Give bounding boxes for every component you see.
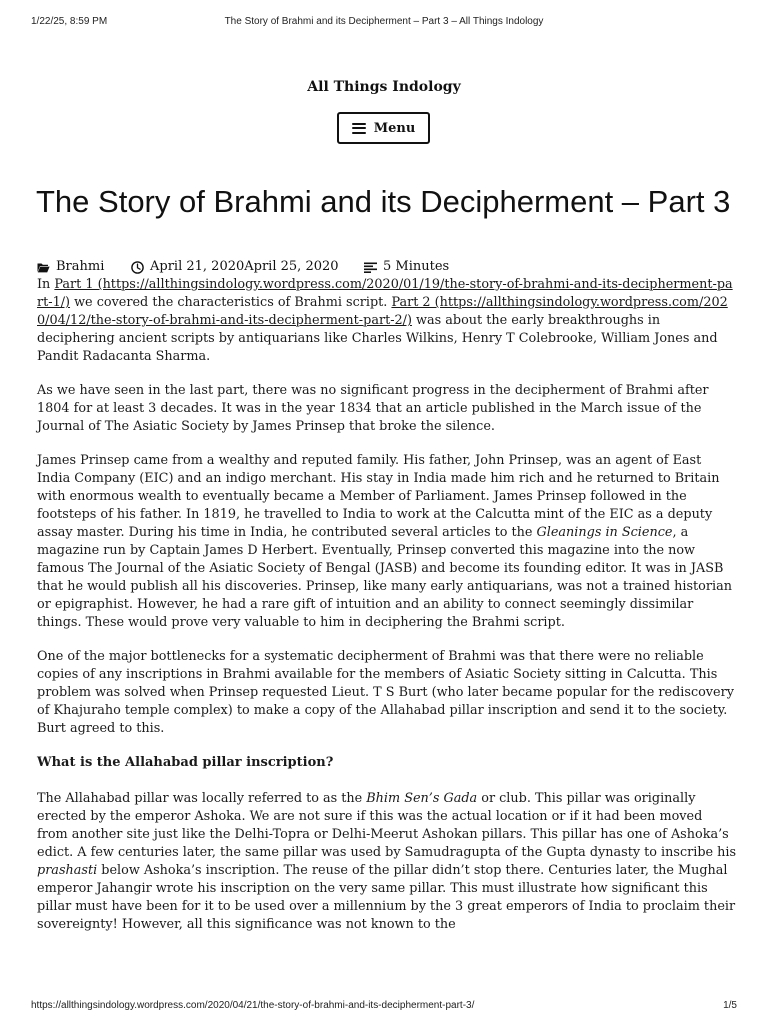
text-span: In (37, 277, 55, 292)
text-span: was about the early breakthroughs in deciphering ancient scripts by antiquarians like Charles Wilkins, Henry T Colebrooke, William Jones and Pandit Radacanta Sharma. (37, 313, 718, 364)
section-heading: What is the Allahabad pillar inscription? (37, 755, 334, 770)
text-span: or club. This pillar was originally erected by the emperor Ashoka. We are not sure if this was the actual location or if it had been moved from another site just like the Delhi-Topra or Delhi-Meerut Ashokan pillars. This pillar has one of Ashoka’s edict. A few centuries later, the same pillar was used by Samudragupta of the Gupta dynasty to inscribe his (37, 791, 737, 860)
part-2-link[interactable]: Part 2 (https://allthingsindology.wordpress.com/2020/04/12/the-story-of-brahmi-and-its-decipherment-part-2/) (37, 295, 728, 328)
menu-button[interactable] (337, 112, 430, 144)
clock-icon (131, 261, 144, 274)
text-span: below Ashoka’s inscription. The reuse of the pillar didn’t stop there. Centuries later, the Mughal emperor Jahangir wrote his inscription on the very same pillar. This must illustrate how significant this pillar must have been for it to be used over a millennium by the 3 great emperors of India to proclaim their sovereignty! However, all this significance was not known to the (37, 863, 736, 932)
dates-label: April 21, 2020April 25, 2020 (150, 259, 339, 274)
site-title[interactable]: All Things Indology (307, 79, 461, 95)
paragraph-allahabad-pillar (37, 790, 737, 934)
paragraph-prinsep (37, 452, 737, 632)
print-datetime: 1/22/25, 8:59 PM (31, 16, 108, 27)
paragraph-progress: As we have seen in the last part, there was no significant progress in the decipherment of Brahmi after 1804 for at least 3 decades. It was in the year 1834 that an article published in the March issue of the Journal of The Asiatic Society by James Prinsep that broke the silence. (37, 383, 709, 434)
hamburger-icon (352, 123, 366, 134)
post-category[interactable] (37, 258, 104, 276)
page-number: 1/5 (723, 1000, 737, 1011)
text-span: , a magazine run by Captain James D Herbert. Eventually, Prinsep converted this magazine into the now famous The Journal of the Asiatic Society of Bengal (JASB) and become its founding editor. It was in JASB that he would publish all his discoveries. Prinsep, like many early antiquarians, was not a trained historian or epigraphist. However, he had a rare gift of intuition and an ability to connect seemingly dissimilar things. These would prove very valuable to him in deciphering the Brahmi script. (37, 525, 732, 630)
print-header (31, 16, 737, 30)
menu-label: Menu (373, 120, 416, 136)
post-content (37, 276, 737, 950)
post-reading-time (364, 258, 449, 276)
print-url: https://allthingsindology.wordpress.com/2020/04/21/the-story-of-brahmi-and-its-decipherment-part-3/ (31, 1000, 475, 1011)
post-dates[interactable] (131, 258, 339, 276)
print-footer (31, 1000, 737, 1014)
emphasis-text: prashasti (37, 863, 98, 878)
reading-time-icon (364, 262, 377, 273)
emphasis-text: Gleanings in Science (536, 525, 673, 540)
paragraph-bottlenecks: One of the major bottlenecks for a systematic decipherment of Brahmi was that there were no reliable copies of any inscriptions in Brahmi available for the members of Asiatic Society sitting in Calcutta. This problem was solved when Prinsep requested Lieut. T S Burt (who later became popular for the rediscovery of Khajuraho temple complex) to make a copy of the Allahabad pillar inscription and send it to the society. Burt agreed to this. (37, 649, 734, 736)
part-1-link[interactable]: Part 1 (https://allthingsindology.wordpress.com/2020/01/19/the-story-of-brahmi-and-its-decipherment-part-1/) (37, 277, 733, 310)
print-page-title: The Story of Brahmi and its Decipherment – Part 3 – All Things Indology (224, 16, 544, 27)
reading-time-label: 5 Minutes (383, 259, 450, 274)
emphasis-text: Bhim Sen’s Gada (366, 791, 478, 806)
paragraph-intro (37, 276, 737, 366)
post-title: The Story of Brahmi and its Decipherment – Part 3 (36, 184, 731, 219)
post-meta (37, 258, 738, 276)
text-span: The Allahabad pillar was locally referred to as the (37, 791, 367, 806)
text-span: James Prinsep came from a wealthy and reputed family. His father, John Prinsep, was an agent of East India Company (EIC) and an indigo merchant. His stay in India made him rich and he returned to Britain with enormous wealth to eventually became a Member of Parliament. James Prinsep followed in the footsteps of his father. In 1819, he travelled to India to work at the Calcutta mint of the EIC as a deputy assay master. During his time in India, he contributed several articles to the (37, 453, 720, 540)
category-label: Brahmi (56, 259, 105, 274)
folder-icon (37, 262, 50, 273)
text-span: we covered the characteristics of Brahmi script. (70, 295, 392, 310)
